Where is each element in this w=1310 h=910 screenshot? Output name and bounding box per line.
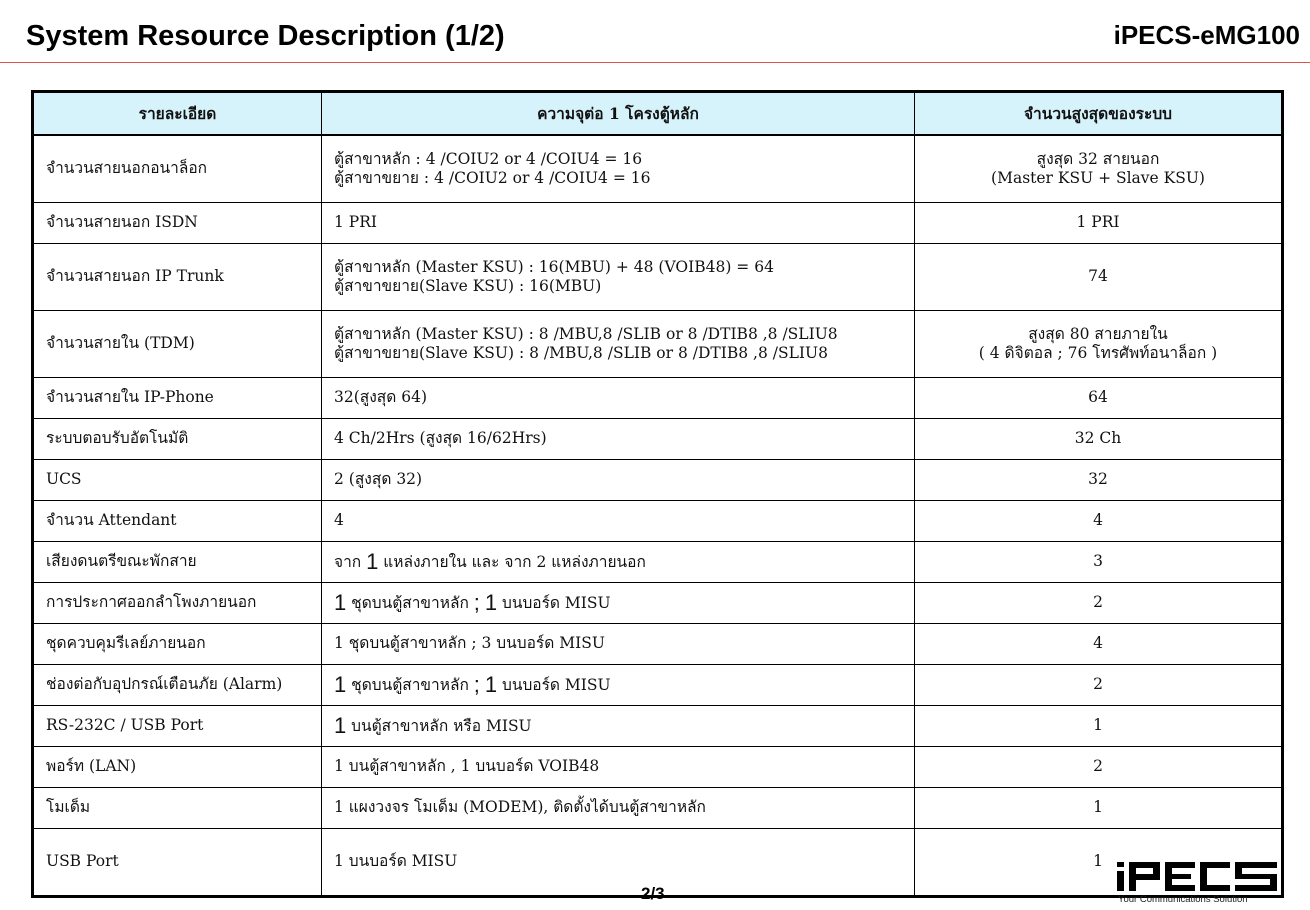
capacity-cell: 1 PRI — [322, 203, 915, 244]
item-cell: UCS — [33, 460, 322, 501]
table-row — [33, 135, 1283, 203]
table-row — [33, 501, 1283, 542]
max-cell: 74 — [915, 244, 1283, 311]
logo-p-mid — [1129, 874, 1160, 880]
item-cell: จำนวน Attendant — [33, 501, 322, 542]
capacity-separator: ; — [473, 672, 480, 698]
max-cell: 32 — [915, 460, 1283, 501]
capacity-number: 1 — [334, 672, 347, 698]
table-row — [33, 542, 1283, 583]
capacity-number: 1 — [334, 590, 347, 616]
logo-e-top — [1165, 862, 1195, 868]
ipecs-logo-mark — [1117, 856, 1279, 894]
table-row — [33, 378, 1283, 419]
table-row — [33, 203, 1283, 244]
logo-i-dot — [1117, 862, 1124, 867]
logo-s-bottom — [1235, 885, 1277, 891]
capacity-number: 1 — [484, 590, 498, 616]
logo-tagline: Your Communications Solution — [1118, 894, 1248, 905]
max-cell: 4 — [915, 501, 1283, 542]
capacity-cell — [322, 706, 915, 747]
logo-e-mid — [1165, 874, 1191, 879]
max-cell: 3 — [915, 542, 1283, 583]
capacity-text: บนตู้สาขาหลัก หรือ MISU — [346, 717, 532, 736]
table-row — [33, 244, 1283, 311]
max-cell: 64 — [915, 378, 1283, 419]
capacity-text: บนบอร์ด MISU — [497, 676, 611, 695]
item-cell: RS-232C / USB Port — [33, 706, 322, 747]
item-cell: จำนวนสายใน IP-Phone — [33, 378, 322, 419]
max-line: สูงสุด 80 สายภายใน — [1028, 324, 1168, 343]
logo-e-bottom — [1165, 885, 1195, 891]
capacity-line: ตู้สาขาขยาย : 4 /COIU2 or 4 /COIU4 = 16 — [334, 169, 651, 187]
table-row — [33, 311, 1283, 378]
capacity-text: จาก — [334, 553, 367, 572]
table-row — [33, 419, 1283, 460]
capacity-cell: 4 — [322, 501, 915, 542]
max-cell: 1 — [915, 706, 1283, 747]
capacity-cell — [322, 135, 915, 203]
header-divider — [0, 62, 1310, 63]
capacity-number: 1 — [334, 713, 347, 739]
table-row — [33, 706, 1283, 747]
capacity-text: ชุดบนตู้สาขาหลัก — [346, 676, 474, 695]
max-cell: 2 — [915, 747, 1283, 788]
max-cell: 2 — [915, 583, 1283, 624]
capacity-cell: 1 ชุดบนตู้สาขาหลัก ; 3 บนบอร์ด MISU — [322, 624, 915, 665]
item-cell: จำนวนสายใน (TDM) — [33, 311, 322, 378]
item-cell: ชุดควบคุมรีเลย์ภายนอก — [33, 624, 322, 665]
capacity-line: ตู้สาขาหลัก (Master KSU) : 16(MBU) + 48 (VOIB48) = 64 — [334, 257, 774, 276]
item-cell: ช่องต่อกับอุปกรณ์เตือนภัย (Alarm) — [33, 665, 322, 706]
column-header-capacity: ความจุต่อ 1 โครงตู้หลัก — [322, 92, 915, 136]
capacity-line: ตู้สาขาขยาย(Slave KSU) : 8 /MBU,8 /SLIB or 8 /DTIB8 ,8 /SLIU8 — [334, 344, 828, 362]
table-row — [33, 583, 1283, 624]
capacity-number: 1 — [484, 672, 498, 698]
item-cell: ระบบตอบรับอัตโนมัติ — [33, 419, 322, 460]
capacity-cell — [322, 542, 915, 583]
item-cell: USB Port — [33, 829, 322, 897]
item-cell: เสียงดนตรีขณะพักสาย — [33, 542, 322, 583]
table-row — [33, 747, 1283, 788]
max-cell — [915, 311, 1283, 378]
capacity-cell: 1 บนบอร์ด MISU — [322, 829, 915, 897]
capacity-cell — [322, 583, 915, 624]
max-cell: 4 — [915, 624, 1283, 665]
capacity-text: ชุดบนตู้สาขาหลัก — [346, 594, 474, 613]
item-cell: จำนวนสายนอก ISDN — [33, 203, 322, 244]
item-cell: จำนวนสายนอกอนาล็อก — [33, 135, 322, 203]
page-title: System Resource Description (1/2) — [26, 20, 505, 52]
capacity-cell: 32(สูงสุด 64) — [322, 378, 915, 419]
column-header-item: รายละเอียด — [33, 92, 322, 136]
item-cell: โมเด็ม — [33, 788, 322, 829]
capacity-cell — [322, 244, 915, 311]
table-header-row — [33, 92, 1283, 136]
max-cell: 1 PRI — [915, 203, 1283, 244]
logo-i-stem — [1117, 871, 1124, 891]
capacity-cell: 2 (สูงสุด 32) — [322, 460, 915, 501]
logo-c-bottom — [1200, 885, 1230, 891]
max-cell: 32 Ch — [915, 419, 1283, 460]
max-line: (Master KSU + Slave KSU) — [991, 169, 1205, 187]
max-cell — [915, 135, 1283, 203]
capacity-line: ตู้สาขาหลัก (Master KSU) : 8 /MBU,8 /SLIB or 8 /DTIB8 ,8 /SLIU8 — [334, 324, 838, 343]
table-row — [33, 624, 1283, 665]
max-cell: 1 — [915, 788, 1283, 829]
capacity-line: ตู้สาขาหลัก : 4 /COIU2 or 4 /COIU4 = 16 — [334, 149, 643, 168]
max-cell: 2 — [915, 665, 1283, 706]
capacity-text: บนบอร์ด MISU — [497, 594, 611, 613]
column-header-max: จำนวนสูงสุดของระบบ — [915, 92, 1283, 136]
capacity-text: แหล่งภายใน และ จาก 2 แหล่งภายนอก — [378, 553, 646, 572]
capacity-cell — [322, 665, 915, 706]
table-row — [33, 788, 1283, 829]
ipecs-logo — [1117, 856, 1279, 906]
capacity-separator: ; — [473, 590, 480, 616]
capacity-cell: 4 Ch/2Hrs (สูงสุด 16/62Hrs) — [322, 419, 915, 460]
page-number: 2/3 — [641, 884, 665, 903]
capacity-cell: 1 บนตู้สาขาหลัก , 1 บนบอร์ด VOIB48 — [322, 747, 915, 788]
capacity-cell: 1 แผงวงจร โมเด็ม (MODEM), ติดตั้งได้บนตู้สาขาหลัก — [322, 788, 915, 829]
resource-table — [31, 90, 1284, 898]
capacity-number: 1 — [366, 549, 379, 575]
capacity-line: ตู้สาขาขยาย(Slave KSU) : 16(MBU) — [334, 277, 602, 295]
item-cell: พอร์ท (LAN) — [33, 747, 322, 788]
max-line: ( 4 ดิจิตอล ; 76 โทรศัพท์อนาล็อก ) — [978, 344, 1218, 362]
product-name: iPECS-eMG100 — [1113, 20, 1300, 50]
item-cell: จำนวนสายนอก IP Trunk — [33, 244, 322, 311]
logo-c-top — [1200, 862, 1230, 868]
item-cell: การประกาศออกลำโพงภายนอก — [33, 583, 322, 624]
capacity-cell — [322, 311, 915, 378]
max-line: สูงสุด 32 สายนอก — [1036, 149, 1160, 168]
max-cell: 1 — [915, 829, 1283, 897]
table-row — [33, 460, 1283, 501]
table-row — [33, 665, 1283, 706]
